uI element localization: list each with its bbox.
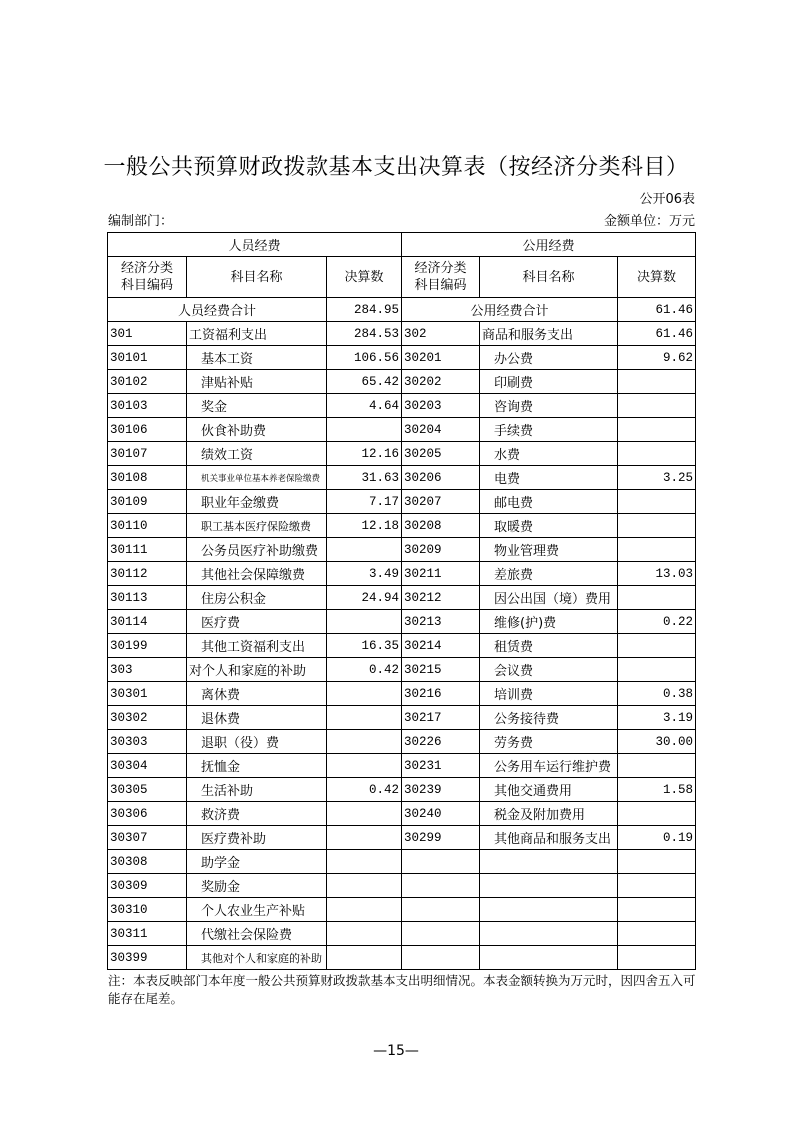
table-row bbox=[108, 610, 696, 634]
page-number: —15— bbox=[373, 1043, 419, 1059]
table-row bbox=[108, 514, 696, 538]
right-code: 30201 bbox=[402, 346, 480, 370]
left-name: 奖金 bbox=[187, 394, 327, 418]
right-code: 30206 bbox=[402, 466, 480, 490]
left-name: 住房公积金 bbox=[187, 586, 327, 610]
right-name: 手续费 bbox=[480, 418, 618, 442]
left-code: 30113 bbox=[108, 586, 187, 610]
right-code: 30203 bbox=[402, 394, 480, 418]
left-amount: 31.63 bbox=[327, 466, 402, 490]
right-amount: 3.25 bbox=[618, 466, 696, 490]
right-code: 30204 bbox=[402, 418, 480, 442]
header-amount: 决算数 bbox=[327, 257, 402, 298]
table-row bbox=[108, 442, 696, 466]
left-name: 医疗费补助 bbox=[187, 826, 327, 850]
right-code: 30299 bbox=[402, 826, 480, 850]
left-code: 30304 bbox=[108, 754, 187, 778]
right-amount: 0.19 bbox=[618, 826, 696, 850]
table-row bbox=[108, 562, 696, 586]
left-amount: 284.53 bbox=[327, 322, 402, 346]
left-amount: 4.64 bbox=[327, 394, 402, 418]
right-name: 税金及附加费用 bbox=[480, 802, 618, 826]
left-code: 30307 bbox=[108, 826, 187, 850]
left-code: 30108 bbox=[108, 466, 187, 490]
table-row bbox=[108, 634, 696, 658]
right-amount bbox=[618, 490, 696, 514]
left-name: 机关事业单位基本养老保险缴费 bbox=[187, 466, 327, 490]
left-name: 绩效工资 bbox=[187, 442, 327, 466]
right-amount bbox=[618, 586, 696, 610]
column-header-row bbox=[108, 257, 696, 298]
left-name: 职业年金缴费 bbox=[187, 490, 327, 514]
right-amount bbox=[618, 634, 696, 658]
right-name: 印刷费 bbox=[480, 370, 618, 394]
right-name: 办公费 bbox=[480, 346, 618, 370]
group-header-row bbox=[108, 233, 696, 257]
right-amount: 1.58 bbox=[618, 778, 696, 802]
right-amount bbox=[618, 442, 696, 466]
right-name: 会议费 bbox=[480, 658, 618, 682]
left-code: 30199 bbox=[108, 634, 187, 658]
right-name: 物业管理费 bbox=[480, 538, 618, 562]
left-amount bbox=[327, 538, 402, 562]
right-name: 水费 bbox=[480, 442, 618, 466]
left-name: 其他工资福利支出 bbox=[187, 634, 327, 658]
left-name: 离休费 bbox=[187, 682, 327, 706]
left-amount: 106.56 bbox=[327, 346, 402, 370]
left-name: 职工基本医疗保险缴费 bbox=[187, 514, 327, 538]
right-name: 其他交通费用 bbox=[480, 778, 618, 802]
left-code: 30109 bbox=[108, 490, 187, 514]
personnel-total-amount: 284.95 bbox=[327, 298, 402, 322]
right-name bbox=[480, 850, 618, 874]
left-amount: 3.49 bbox=[327, 562, 402, 586]
right-amount bbox=[618, 898, 696, 922]
left-name: 其他对个人和家庭的补助 bbox=[187, 946, 327, 970]
left-name: 津贴补贴 bbox=[187, 370, 327, 394]
right-name: 邮电费 bbox=[480, 490, 618, 514]
right-amount bbox=[618, 658, 696, 682]
left-amount: 0.42 bbox=[327, 778, 402, 802]
personnel-total-label: 人员经费合计 bbox=[108, 298, 327, 322]
right-amount bbox=[618, 370, 696, 394]
right-amount bbox=[618, 874, 696, 898]
table-row bbox=[108, 826, 696, 850]
left-amount bbox=[327, 682, 402, 706]
right-name: 租赁费 bbox=[480, 634, 618, 658]
left-code: 30308 bbox=[108, 850, 187, 874]
right-name: 差旅费 bbox=[480, 562, 618, 586]
right-code bbox=[402, 922, 480, 946]
left-name: 退职（役）费 bbox=[187, 730, 327, 754]
left-amount bbox=[327, 850, 402, 874]
header-code: 经济分类 科目编码 bbox=[402, 257, 480, 298]
right-code: 30209 bbox=[402, 538, 480, 562]
left-name: 代缴社会保险费 bbox=[187, 922, 327, 946]
left-amount: 24.94 bbox=[327, 586, 402, 610]
left-code: 30399 bbox=[108, 946, 187, 970]
table-row bbox=[108, 802, 696, 826]
left-amount: 12.18 bbox=[327, 514, 402, 538]
right-code: 30215 bbox=[402, 658, 480, 682]
right-amount: 0.22 bbox=[618, 610, 696, 634]
left-amount bbox=[327, 826, 402, 850]
left-name: 对个人和家庭的补助 bbox=[187, 658, 327, 682]
right-amount bbox=[618, 802, 696, 826]
expenditure-table bbox=[107, 232, 696, 970]
right-name: 维修(护)费 bbox=[480, 610, 618, 634]
left-name: 救济费 bbox=[187, 802, 327, 826]
footnote: 注：本表反映部门本年度一般公共预算财政拨款基本支出明细情况。本表金额转换为万元时，因四舍五入可能存在尾差。 bbox=[108, 973, 696, 1006]
left-name: 医疗费 bbox=[187, 610, 327, 634]
right-name: 其他商品和服务支出 bbox=[480, 826, 618, 850]
left-name: 公务员医疗补助缴费 bbox=[187, 538, 327, 562]
left-code: 30111 bbox=[108, 538, 187, 562]
left-amount: 7.17 bbox=[327, 490, 402, 514]
right-name: 因公出国（境）费用 bbox=[480, 586, 618, 610]
left-code: 30305 bbox=[108, 778, 187, 802]
right-code: 30226 bbox=[402, 730, 480, 754]
right-code: 30202 bbox=[402, 370, 480, 394]
right-name: 培训费 bbox=[480, 682, 618, 706]
right-name bbox=[480, 898, 618, 922]
right-name: 公务接待费 bbox=[480, 706, 618, 730]
table-row bbox=[108, 922, 696, 946]
left-amount bbox=[327, 730, 402, 754]
right-amount bbox=[618, 922, 696, 946]
unit-label: 金额单位：万元 bbox=[603, 214, 695, 229]
left-name: 奖励金 bbox=[187, 874, 327, 898]
left-code: 30311 bbox=[108, 922, 187, 946]
table-row bbox=[108, 706, 696, 730]
right-amount bbox=[618, 538, 696, 562]
table-row bbox=[108, 946, 696, 970]
department-label: 编制部门： bbox=[108, 214, 174, 229]
left-code: 30114 bbox=[108, 610, 187, 634]
left-name: 抚恤金 bbox=[187, 754, 327, 778]
left-code: 30310 bbox=[108, 898, 187, 922]
right-code: 30207 bbox=[402, 490, 480, 514]
header-name: 科目名称 bbox=[187, 257, 327, 298]
left-code: 30102 bbox=[108, 370, 187, 394]
left-name: 生活补助 bbox=[187, 778, 327, 802]
right-amount: 30.00 bbox=[618, 730, 696, 754]
totals-row bbox=[108, 298, 696, 322]
right-code: 30239 bbox=[402, 778, 480, 802]
left-amount: 16.35 bbox=[327, 634, 402, 658]
table-row bbox=[108, 466, 696, 490]
right-amount bbox=[618, 850, 696, 874]
table-row bbox=[108, 754, 696, 778]
left-name: 退休费 bbox=[187, 706, 327, 730]
right-name bbox=[480, 874, 618, 898]
left-code: 30112 bbox=[108, 562, 187, 586]
left-code: 30106 bbox=[108, 418, 187, 442]
left-amount bbox=[327, 946, 402, 970]
right-name: 电费 bbox=[480, 466, 618, 490]
right-name: 取暖费 bbox=[480, 514, 618, 538]
right-code: 30231 bbox=[402, 754, 480, 778]
left-amount bbox=[327, 706, 402, 730]
table-row bbox=[108, 658, 696, 682]
left-name: 伙食补助费 bbox=[187, 418, 327, 442]
right-code bbox=[402, 850, 480, 874]
right-code: 302 bbox=[402, 322, 480, 346]
table-row bbox=[108, 850, 696, 874]
left-name: 基本工资 bbox=[187, 346, 327, 370]
right-name: 劳务费 bbox=[480, 730, 618, 754]
right-code: 30205 bbox=[402, 442, 480, 466]
right-amount bbox=[618, 946, 696, 970]
left-name: 其他社会保障缴费 bbox=[187, 562, 327, 586]
right-code: 30217 bbox=[402, 706, 480, 730]
right-name bbox=[480, 946, 618, 970]
left-code: 30306 bbox=[108, 802, 187, 826]
right-amount bbox=[618, 418, 696, 442]
right-code bbox=[402, 898, 480, 922]
table-row bbox=[108, 874, 696, 898]
right-amount: 9.62 bbox=[618, 346, 696, 370]
table-row bbox=[108, 394, 696, 418]
left-amount bbox=[327, 922, 402, 946]
right-code bbox=[402, 946, 480, 970]
table-row bbox=[108, 370, 696, 394]
left-amount: 12.16 bbox=[327, 442, 402, 466]
right-code: 30212 bbox=[402, 586, 480, 610]
left-code: 30103 bbox=[108, 394, 187, 418]
right-name: 公务用车运行维护费 bbox=[480, 754, 618, 778]
right-amount bbox=[618, 754, 696, 778]
left-code: 301 bbox=[108, 322, 187, 346]
group-personnel: 人员经费 bbox=[108, 233, 402, 257]
left-code: 30110 bbox=[108, 514, 187, 538]
left-code: 30302 bbox=[108, 706, 187, 730]
right-code: 30214 bbox=[402, 634, 480, 658]
right-amount: 3.19 bbox=[618, 706, 696, 730]
right-amount: 61.46 bbox=[618, 322, 696, 346]
left-code: 303 bbox=[108, 658, 187, 682]
table-row bbox=[108, 682, 696, 706]
table-row bbox=[108, 730, 696, 754]
right-name: 商品和服务支出 bbox=[480, 322, 618, 346]
left-name: 助学金 bbox=[187, 850, 327, 874]
table-row bbox=[108, 586, 696, 610]
header-amount: 决算数 bbox=[618, 257, 696, 298]
right-amount: 0.38 bbox=[618, 682, 696, 706]
left-code: 30101 bbox=[108, 346, 187, 370]
left-code: 30303 bbox=[108, 730, 187, 754]
table-row bbox=[108, 778, 696, 802]
header-name: 科目名称 bbox=[480, 257, 618, 298]
table-row bbox=[108, 418, 696, 442]
left-amount: 0.42 bbox=[327, 658, 402, 682]
left-amount: 65.42 bbox=[327, 370, 402, 394]
left-amount bbox=[327, 874, 402, 898]
left-name: 工资福利支出 bbox=[187, 322, 327, 346]
page-title: 一般公共预算财政拨款基本支出决算表（按经济分类科目） bbox=[103, 155, 689, 180]
left-amount bbox=[327, 418, 402, 442]
public-total-label: 公用经费合计 bbox=[402, 298, 618, 322]
left-amount bbox=[327, 754, 402, 778]
right-name: 咨询费 bbox=[480, 394, 618, 418]
right-code: 30213 bbox=[402, 610, 480, 634]
form-number: 公开06表 bbox=[639, 192, 695, 207]
table-row bbox=[108, 538, 696, 562]
left-amount bbox=[327, 802, 402, 826]
table-row bbox=[108, 322, 696, 346]
right-code: 30216 bbox=[402, 682, 480, 706]
right-code: 30211 bbox=[402, 562, 480, 586]
right-code: 30240 bbox=[402, 802, 480, 826]
right-name bbox=[480, 922, 618, 946]
group-public: 公用经费 bbox=[402, 233, 696, 257]
table-row bbox=[108, 490, 696, 514]
left-code: 30301 bbox=[108, 682, 187, 706]
right-code: 30208 bbox=[402, 514, 480, 538]
public-total-amount: 61.46 bbox=[618, 298, 696, 322]
left-amount bbox=[327, 610, 402, 634]
left-name: 个人农业生产补贴 bbox=[187, 898, 327, 922]
left-amount bbox=[327, 898, 402, 922]
left-code: 30107 bbox=[108, 442, 187, 466]
right-amount bbox=[618, 514, 696, 538]
header-code: 经济分类 科目编码 bbox=[108, 257, 187, 298]
table-row bbox=[108, 898, 696, 922]
right-amount: 13.03 bbox=[618, 562, 696, 586]
table-row bbox=[108, 346, 696, 370]
right-code bbox=[402, 874, 480, 898]
left-code: 30309 bbox=[108, 874, 187, 898]
right-amount bbox=[618, 394, 696, 418]
